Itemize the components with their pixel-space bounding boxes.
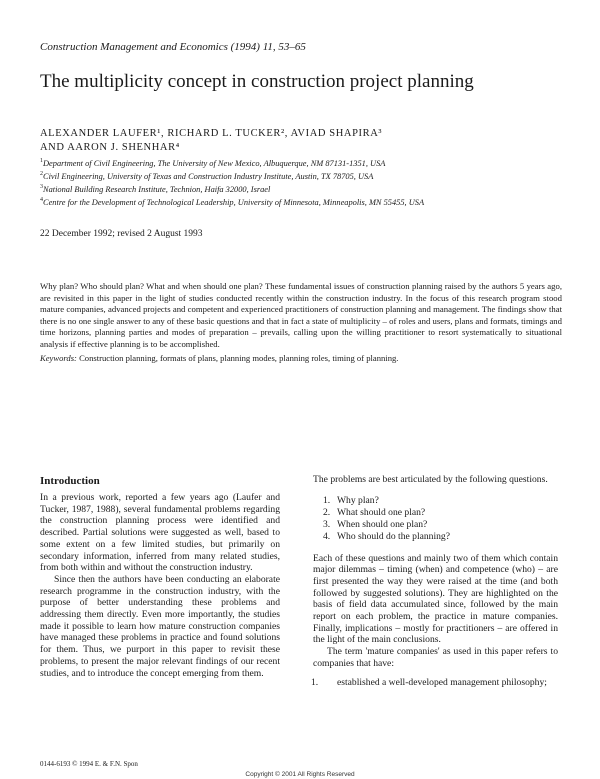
- author-line-1: ALEXANDER LAUFER¹, RICHARD L. TUCKER², AVIAD SHAPIRA³: [40, 128, 383, 139]
- affiliation-3: $^3$National Building Research Institute, Technion, Haifa 32000, Israel: [40, 184, 271, 194]
- keywords-label: Keywords:: [40, 353, 77, 363]
- conditions-list: [313, 677, 558, 689]
- list-item: 4. Who should do the planning?: [323, 531, 450, 543]
- questions-intro: The problems are best articulated by the following questions.: [313, 474, 548, 485]
- intro-paragraph-1: In a previous work, reported a few years ago (Laufer and Tucker, 1987, 1988), several fundamental problems regarding the construction planning process were identified and described. Partial solutions were suggested as well, based to some extent on a few limited studies, but primarily on secondary information, inferred from many related studies, from both within and without the construction industry.: [40, 492, 280, 574]
- right-column: [313, 474, 558, 688]
- list-item: 2. What should one plan?: [323, 506, 426, 518]
- questions-discussion: Each of these questions and mainly two of them which contain major dilemmas – timing (when) and competence (who) – are first presented the way they were raised at the time (and both followed by suggested solutions). They are highlighted on the basis of field data accumulated since, followed by the main report on each problem, the practice in mature companies. Finally, implications – mostly for practitioners – are offered in the light of the main conclusions.: [313, 552, 558, 646]
- question-list: [313, 495, 558, 544]
- author-line-2: AND AARON J. SHENHAR⁴: [40, 142, 180, 153]
- mature-companies-intro: The term 'mature companies' as used in this paper refers to companies that have:: [313, 646, 558, 669]
- issn-footer: 0144-6193 © 1994 E. & F.N. Spon: [40, 760, 138, 768]
- list-item: 3. When should one plan?: [323, 519, 428, 531]
- affiliations: [40, 156, 570, 208]
- keywords: [40, 353, 562, 364]
- abstract: Why plan? Who should plan? What and when should one plan? These fundamental issues of construction planning raised by the authors 5 years ago, are revisited in this paper in the light of studies conducted recently within the construction industry. In the focus of this research program stood mature companies, advanced projects and competent and experienced practitioners of construction planning and management. The findings show that there is no one single answer to any of these basic questions and that in fact a state of multiplicity – of roles and users, plans and formats, timings and time horizons, planning parties and modes of preparation – prevails, calling upon the willing practitioner to resort systematically to situational analysis if effective planning is to be accomplished.: [40, 281, 562, 349]
- affiliation-4: $^4$Centre for the Development of Technological Leadership, University of Minnesota, Minneapolis, MN 55455, USA: [40, 197, 425, 207]
- section-heading-introduction: Introduction: [40, 475, 100, 487]
- list-item: 1. established a well-developed management philosophy;: [311, 676, 547, 688]
- list-item: 1. Why plan?: [323, 494, 379, 506]
- left-column: [40, 492, 280, 679]
- copyright-notice: Copyright © 2001 All Rights Reserved: [245, 771, 355, 778]
- affiliation-1: $^1$Department of Civil Engineering, The University of New Mexico, Albuquerque, NM 87131-1351, USA: [40, 158, 386, 168]
- paper-title: The multiplicity concept in construction project planning: [40, 71, 474, 92]
- author-list: [40, 127, 570, 155]
- received-dates: 22 December 1992; revised 2 August 1993: [40, 229, 203, 239]
- keywords-text: Construction planning, formats of plans, planning modes, planning roles, timing of planning.: [79, 353, 399, 363]
- affiliation-2: $^2$Civil Engineering, University of Texas and Construction Industry Institute, Austin, TX 78705, USA: [40, 171, 374, 181]
- journal-header: Construction Management and Economics (1994) 11, 53–65: [40, 41, 306, 53]
- intro-paragraph-2: Since then the authors have been conducting an elaborate research programme in the construction industry, with the purpose of better understanding these problems and addressing them directly. Even more importantly, the studies made it possible to learn how mature construction companies have managed these problems in practice and found solutions for them. Thus, we purport in this paper to revisit these problems, to present the major relevant findings of our recent studies, and to introduce the concept emerging from them.: [40, 573, 280, 679]
